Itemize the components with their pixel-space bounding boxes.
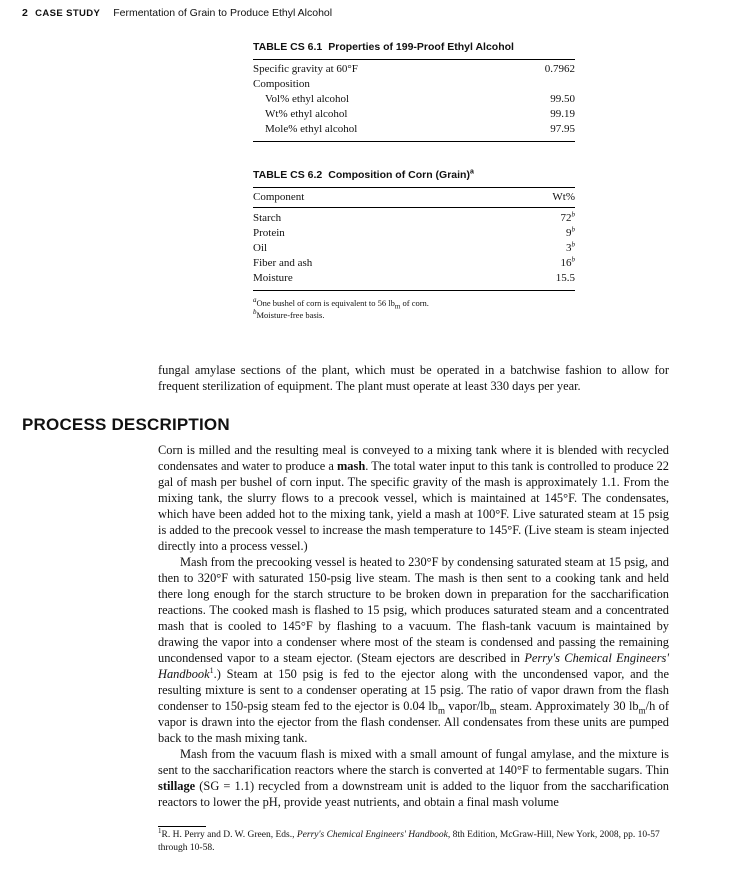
table-row: Composition [253,78,310,90]
table-rule [253,290,575,291]
footnote-marker: a [469,168,474,176]
footnote-rule [158,826,206,827]
chapter-title: Fermentation of Grain to Produce Ethyl Alcohol [113,7,333,19]
table-note: $^b$Moisture-free basis. [253,308,325,320]
table-note: $^a$One bushel of corn is equivalent to 56 $lb_m$ of corn. [253,296,429,311]
table-row: Vol% ethyl alcohol 99.50 [265,93,575,105]
table-row: Fiber and ash 16$^b$ [253,255,575,269]
table-row: Protein 9$^b$ [253,225,575,239]
table-label: TABLE CS 6.2 [253,169,323,181]
process-description-body [158,442,669,810]
table-row: Starch 72$^b$ [253,210,575,224]
table-row: Moisture 15.5 [253,272,575,284]
footnote: $^1$R. H. Perry and D. W. Green, Eds., Perry's Chemical Engineers' Handbook, 8th Edition, McGraw-Hill, New York, 2008, pp. 10-57 through 10-58. [158,826,660,853]
body-paragraph: Mash from the precooking vessel is heated to 230°F by condensing saturated steam at 15 psig, and then to 320°F with saturated 150-psig live steam. The mash is then sent to a cooking tank and held there long enough for the starch structure to be broken down in preparation for the saccharification reactions. The cooked mash is flashed to 15 psig, which produces saturated steam and a concentrated mash that is cooled to 145°F by flashing to a vacuum. The flash-tank vacuum is maintained by drawing the vapor into a condenser where most of the steam is condensed and passing the remaining uncondensed vapor to a steam ejector. (Steam ejectors are described in Perry's Chemical Engineers' Handbook$^1$.) Steam at 150 psig is fed to the ejector along with the uncondensed vapor, and the resulting mixture is sent to a condenser operating at 15 psig. The ratio of vapor drawn from the flash condenser to 150-psig steam fed to the ejector is 0.04 $lb_m$ vapor/$lb_m$ steam. Approximately 30 $lb_m/h$ of vapor is drawn into the ejector from the flash condenser. All condensates from these units are pumped back to the mash mixing tank. [158,555,669,745]
table-header-row: Component Wt% [253,191,575,203]
body-paragraph: fungal amylase sections of the plant, which must be operated in a batchwise fashion to allow for frequent sterilization of equipment. The plant must operate at least 330 days per year. [158,363,669,393]
table-row: Wt% ethyl alcohol 99.19 [265,108,575,120]
table-rule [253,141,575,142]
table-caption [253,169,575,181]
page-number: 2 [22,7,29,19]
table-row: Specific gravity at 60°F 0.7962 [253,63,575,75]
section-heading: PROCESS DESCRIPTION [22,415,230,434]
table-properties-ethyl-alcohol [253,41,575,142]
table-row: Mole% ethyl alcohol 97.95 [265,123,575,135]
running-head [22,7,332,19]
table-label: TABLE CS 6.1 [253,41,323,53]
table-title: Composition of Corn (Grain) [328,169,470,181]
table-title: Properties of 199-Proof Ethyl Alcohol [328,41,514,53]
body-paragraph: Mash from the vacuum flash is mixed with a small amount of fungal amylase, and the mixture is sent to the saccharification reactors where the starch is converted at 140°F to fermentable sugars. Thin stillage (SG = 1.1) recycled from a downstream unit is added to the liquor from the saccharification reactors to lower the pH, provide yeast nutrients, and obtain a final mash volume [158,747,669,809]
section-label: CASE STUDY [35,8,101,19]
body-paragraph: Corn is milled and the resulting meal is conveyed to a mixing tank where it is blended with recycled condensates and water to produce a mash. The total water input to this tank is controlled to produce 22 gal of mash per bushel of corn input. The specific gravity of the mash is approximately 1.1. From the mixing tank, the slurry flows to a precook vessel, which is maintained at 145°F. The condensates, which have been added hot to the mixing tank, yield a mash at 100°F. Live saturated steam at 15 psig is added to the precook vessel to increase the mash temperature to 145°F. (Live steam is steam injected directly into a process vessel.) [158,443,669,553]
table-caption [253,41,575,53]
table-corn-composition [253,169,575,321]
table-row: Oil 3$^b$ [253,240,575,254]
